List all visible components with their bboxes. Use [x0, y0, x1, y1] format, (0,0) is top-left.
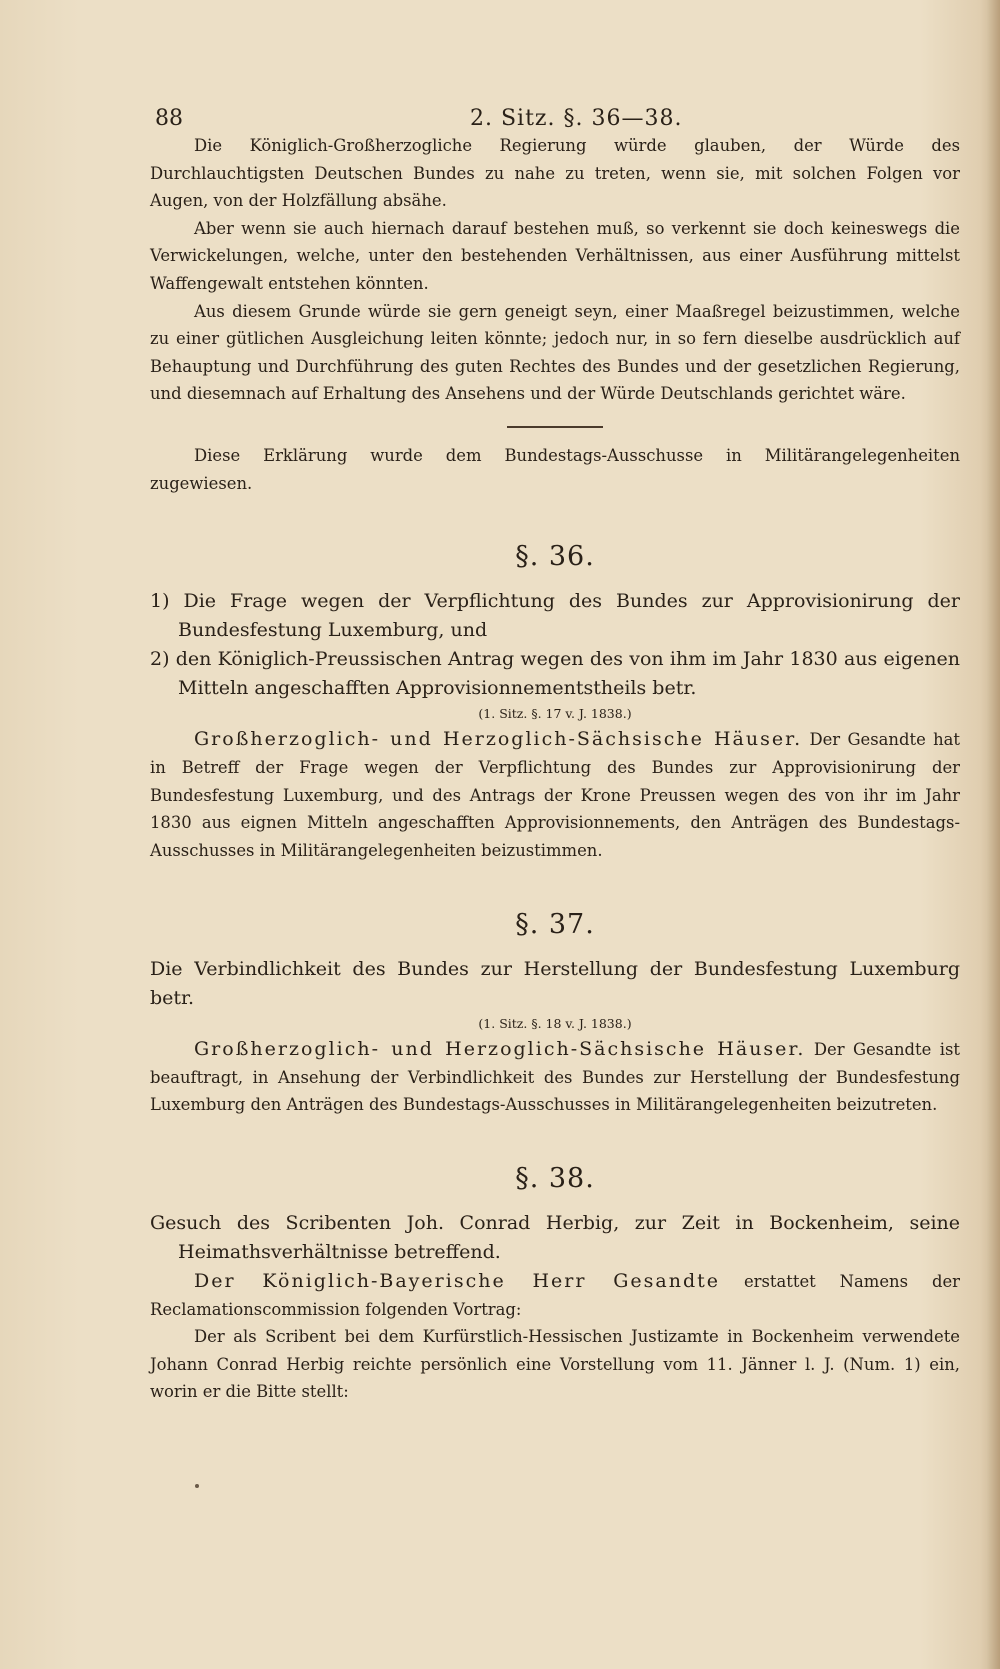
section-37-vote-lead: Großherzoglich- und Herzoglich-Sächsische Häuser.: [194, 1037, 806, 1060]
section-38-heading: §. 38.: [515, 1162, 595, 1194]
section-38-report-lead: Der Königlich-Bayerische Herr Gesandte: [194, 1269, 721, 1292]
section-37-reference: (1. Sitz. §. 18 v. J. 1838.): [478, 1015, 632, 1031]
section-36-item-2: 2) den Königlich-Preussischen Antrag wegen des von ihm im Jahr 1830 aus eigenen Mitteln angeschafften Approvisionnementstheils betr.: [150, 648, 960, 700]
separator-rule: [507, 426, 603, 428]
section-37-heading: §. 37.: [515, 908, 595, 940]
intro-paragraph-1: Die Königlich-Großherzogliche Regierung würde glauben, der Würde des Durchlauchtigsten Deutschen Bundes zu nahe zu treten, wenn sie, mit solchen Folgen vor Augen, von der Holzfällung absähe.: [150, 136, 960, 211]
page-header: [150, 96, 960, 132]
running-head: 2. Sitz. §. 36—38.: [470, 106, 683, 131]
section-38-report: [150, 1267, 960, 1324]
section-37-title: Die Verbindlichkeit des Bundes zur Herstellung der Bundesfestung Luxemburg betr.: [150, 957, 960, 1009]
intro-paragraph-2: Aber wenn sie auch hiernach darauf bestehen muß, so verkennt sie doch keineswegs die Verwickelungen, welche, unter den bestehenden Verhältnissen, aus einer Ausführung mittelst Waffengewalt entstehen könnten.: [150, 218, 960, 293]
section-37-vote-text: Der Gesandte ist beauftragt, in Ansehung der Verbindlichkeit des Bundes zur Herstellung der Bundesfestung Luxemburg den Anträgen des Bundestags-Ausschusses in Militärangelegenheiten beizutreten.: [150, 1039, 960, 1115]
section-38-title: Gesuch des Scribenten Joh. Conrad Herbig, zur Zeit in Bockenheim, seine Heimathsverhältnisse betreffend.: [150, 1211, 960, 1263]
section-38-paragraph-2: Der als Scribent bei dem Kurfürstlich-Hessischen Justizamte in Bockenheim verwendete Johann Conrad Herbig reichte persönlich eine Vorstellung vom 11. Jänner l. J. (Num. 1) ein, worin er die Bitte stellt:: [150, 1327, 960, 1402]
ink-speck: [195, 1484, 199, 1488]
page-edge: [986, 0, 1000, 1669]
section-38-report-text: erstattet Namens der Reclamationscommission folgenden Vortrag:: [150, 1271, 960, 1319]
section-36-vote: [150, 725, 960, 864]
section-36-vote-text: Der Gesandte hat in Betreff der Frage wegen der Verpflichtung des Bundes zur Approvisionirung der Bundesfestung Luxemburg, und des Antrags der Krone Preussen wegen des von ihr im Jahr 1830 aus eignen Mitteln angeschafften Approvisionnements, den Anträgen des Bundestags-Ausschusses in Militärangelegenheiten beizustimmen.: [150, 730, 961, 860]
page-number: 88: [155, 106, 183, 131]
intro-paragraph-3: Aus diesem Grunde würde sie gern geneigt seyn, einer Maaßregel beizustimmen, welche zu einer gütlichen Ausgleichung leiten könnte; jedoch nur, in so fern dieselbe ausdrücklich auf Behauptung und Durchführung des guten Rechtes des Bundes und der gesetzlichen Regierung, und diesemnach auf Erhaltung des Ansehens und der Würde Deutschlands gerichtet wäre.: [150, 301, 960, 404]
section-36-vote-lead: Großherzoglich- und Herzoglich-Sächsische Häuser.: [194, 728, 803, 751]
text-column: [150, 96, 960, 1406]
section-36-reference: (1. Sitz. §. 17 v. J. 1838.): [478, 706, 632, 722]
section-37-vote: [150, 1035, 960, 1119]
section-36-heading: §. 36.: [515, 541, 595, 573]
section-36-item-1: 1) Die Frage wegen der Verpflichtung des Bundes zur Approvisionirung der Bundesfestung Luxemburg, und: [150, 590, 960, 642]
assignment-note: Diese Erklärung wurde dem Bundestags-Ausschusse in Militärangelegenheiten zugewiesen.: [150, 445, 960, 493]
